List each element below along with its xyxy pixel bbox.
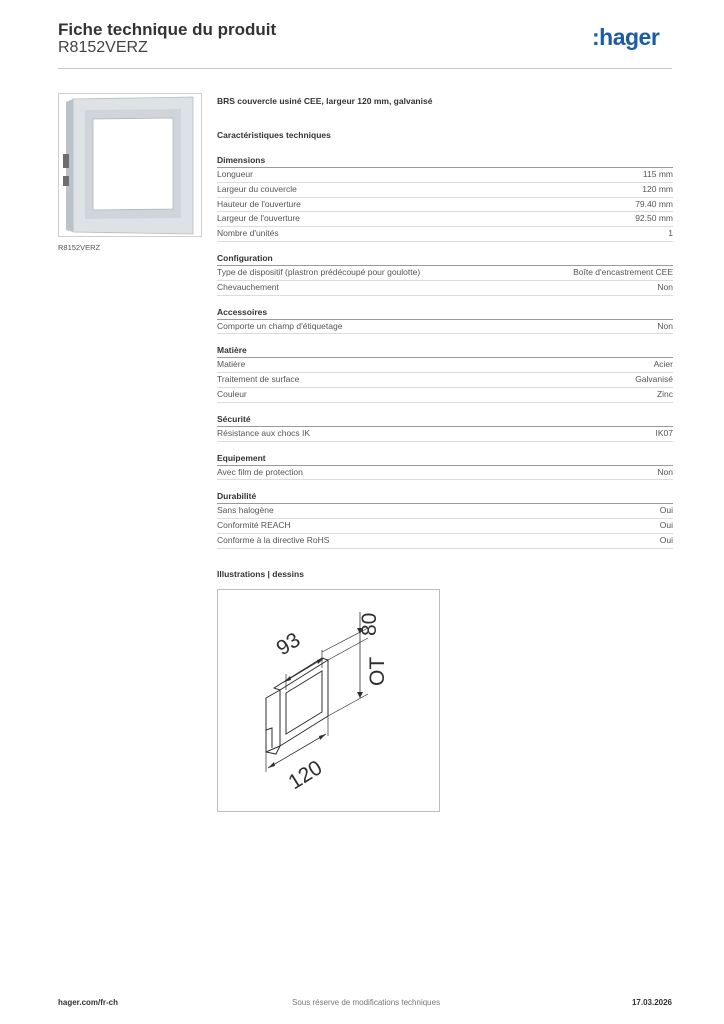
spec-section (217, 154, 673, 242)
section-title: Configuration (217, 252, 673, 266)
spec-row (217, 519, 673, 534)
spec-row (217, 534, 673, 549)
spec-value: 79.40 mm (635, 198, 673, 209)
spec-value: Non (657, 320, 673, 331)
spec-label: Hauteur de l'ouverture (217, 198, 301, 209)
spec-label: Type de dispositif (plastron prédécoupé pour goulotte) (217, 266, 421, 277)
spec-label: Matière (217, 359, 246, 370)
spec-label: Largeur du couvercle (217, 183, 297, 194)
section-title: Matière (217, 344, 673, 358)
spec-row (217, 427, 673, 442)
spec-label: Largeur de l'ouverture (217, 213, 300, 224)
illustrations-heading: Illustrations | dessins (217, 569, 304, 579)
spec-row (217, 227, 673, 242)
spec-value: 1 (668, 228, 673, 239)
section-title: Sécurité (217, 413, 673, 427)
spec-label: Comporte un champ d'étiquetage (217, 320, 343, 331)
footer-website[interactable]: hager.com/fr-ch (58, 998, 119, 1007)
spec-row (217, 168, 673, 183)
spec-label: Sans halogène (217, 505, 274, 516)
spec-label: Conforme à la directive RoHS (217, 534, 330, 545)
brand-logo: :hager (592, 24, 660, 50)
dim-height: 80 (358, 612, 381, 636)
spec-row (217, 183, 673, 198)
footer-disclaimer: Sous réserve de modifications techniques (292, 998, 441, 1007)
spec-section (217, 490, 673, 548)
spec-section (217, 306, 673, 335)
spec-row (217, 266, 673, 281)
product-reference: R8152VERZ (58, 39, 148, 56)
spec-value: Oui (659, 534, 673, 545)
spec-value: Oui (659, 505, 673, 516)
spec-section (217, 252, 673, 296)
spec-section (217, 452, 673, 481)
spec-sections (217, 154, 673, 549)
spec-row (217, 212, 673, 227)
dim-opening-width: 93 (272, 628, 305, 661)
dimension-drawing (217, 589, 440, 812)
spec-value: Acier (653, 359, 673, 370)
spec-value: Boîte d'encastrement CEE (573, 266, 673, 277)
spec-value: 92.50 mm (635, 213, 673, 224)
page-title: Fiche technique du produit (58, 20, 277, 39)
spec-label: Couleur (217, 388, 247, 399)
spec-row (217, 320, 673, 335)
spec-label: Conformité REACH (217, 520, 291, 531)
dim-code: OT (366, 656, 389, 686)
spec-row (217, 358, 673, 373)
spec-section (217, 413, 673, 442)
spec-content (217, 94, 673, 559)
spec-value: Oui (659, 520, 673, 531)
spec-row (217, 466, 673, 481)
spec-row (217, 198, 673, 213)
spec-row (217, 373, 673, 388)
spec-value: Galvanisé (635, 374, 673, 385)
product-description: BRS couvercle usiné CEE, largeur 120 mm, galvanisé (217, 96, 433, 106)
spec-row (217, 504, 673, 519)
section-title: Equipement (217, 452, 673, 466)
spec-value: Non (657, 466, 673, 477)
spec-section (217, 344, 673, 402)
spec-label: Résistance aux chocs IK (217, 427, 311, 438)
spec-value: Non (657, 281, 673, 292)
spec-value: 115 mm (642, 169, 673, 179)
section-title: Durabilité (217, 490, 673, 504)
spec-value: Zinc (656, 388, 673, 399)
spec-row (217, 388, 673, 403)
spec-label: Traitement de surface (217, 374, 300, 385)
spec-label: Longueur (217, 169, 253, 179)
header-divider (58, 68, 672, 69)
spec-label: Chevauchement (217, 281, 279, 292)
spec-value: 120 mm (642, 183, 673, 194)
image-caption: R8152VERZ (58, 243, 101, 252)
spec-label: Nombre d'unités (217, 228, 279, 239)
dim-width: 120 (284, 756, 327, 795)
spec-value: IK07 (655, 427, 673, 438)
spec-row (217, 281, 673, 296)
spec-label: Avec film de protection (217, 466, 303, 477)
specs-heading: Caractéristiques techniques (217, 130, 331, 140)
section-title: Accessoires (217, 306, 673, 320)
footer-date: 17.03.2026 (631, 998, 672, 1007)
product-image (58, 93, 202, 237)
section-title: Dimensions (217, 154, 673, 168)
